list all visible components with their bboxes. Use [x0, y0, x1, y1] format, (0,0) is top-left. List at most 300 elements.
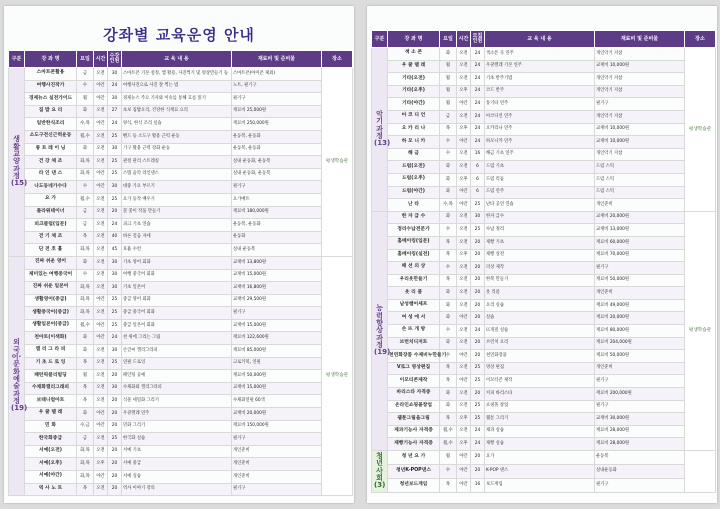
day: 수 — [440, 325, 457, 338]
capacity: 24 — [471, 85, 485, 98]
content: 우쿨렐레 기본 연주 — [485, 60, 595, 73]
capacity: 30 — [471, 211, 485, 224]
materials: 재료비 50,000원 — [595, 350, 685, 363]
time: 야간 — [457, 98, 471, 111]
content: 역사 이야기 강의 — [122, 483, 232, 496]
category-cell: 외국어·문화예술과정 (19) — [9, 256, 25, 495]
course-name: 드럼(야간) — [388, 186, 440, 199]
time: 야간 — [94, 118, 108, 131]
day: 화 — [440, 287, 457, 300]
table-row — [372, 60, 716, 73]
table-row — [9, 357, 353, 370]
course-name: 한국화중급 — [25, 433, 77, 446]
day: 월,수 — [77, 193, 94, 206]
day: 수,목 — [77, 118, 94, 131]
column-header: 수강인원 — [108, 51, 122, 68]
time: 오전 — [457, 337, 471, 350]
content: 서예 실습 — [122, 471, 232, 484]
materials: 재료비 49,000원 — [595, 299, 685, 312]
capacity: 20 — [108, 471, 122, 484]
capacity: 24 — [471, 110, 485, 123]
day: 목 — [77, 357, 94, 370]
course-name: 온라인쇼핑몰창업 — [388, 400, 440, 413]
time: 야간 — [94, 294, 108, 307]
table-row — [9, 420, 353, 433]
column-header: 요일 — [77, 51, 94, 68]
content: 통기타 연주 — [485, 98, 595, 111]
capacity: 20 — [108, 458, 122, 471]
content: 민화 그리기 — [122, 420, 232, 433]
day: 목 — [77, 395, 94, 408]
time: 오전 — [457, 388, 471, 401]
content: 커피 바리스타 — [485, 388, 595, 401]
table-row — [372, 400, 716, 413]
content: 중급 영어 회화 — [122, 294, 232, 307]
table-row — [372, 478, 716, 492]
day: 화 — [77, 256, 94, 269]
content: 호흡 수련 — [122, 244, 232, 257]
capacity: 20 — [471, 274, 485, 287]
capacity: 20 — [471, 287, 485, 300]
course-name: 기타(오전) — [388, 73, 440, 86]
materials: 실내 운동화, 운동복 — [232, 168, 322, 181]
course-name: 오 카 리 나 — [388, 123, 440, 136]
content: 이모티콘 제작 — [485, 375, 595, 388]
table-row — [9, 93, 353, 106]
day: 금 — [77, 219, 94, 232]
course-name: 옷 리 폼 — [388, 287, 440, 300]
capacity: 20 — [471, 249, 485, 262]
day: 금 — [77, 68, 94, 81]
capacity: 24 — [471, 438, 485, 451]
category-cell: 악기과정 (13) — [372, 48, 388, 212]
place-cell: 평생학습관 — [685, 48, 716, 212]
table-row — [372, 161, 716, 174]
table-row — [372, 262, 716, 275]
materials: 교재비 30,000원 — [595, 413, 685, 426]
materials: 재료비 50,000원 — [595, 274, 685, 287]
column-header: 구분 — [9, 51, 25, 68]
table-row — [372, 274, 716, 287]
left-page — [4, 6, 354, 503]
content: 해금 기초 연주 — [485, 148, 595, 161]
capacity: 45 — [108, 244, 122, 257]
course-name: 진짜 쉬운 영어 — [25, 256, 77, 269]
day: 수 — [440, 262, 457, 275]
table-row — [372, 123, 716, 136]
day: 화 — [77, 105, 94, 118]
table-row — [372, 287, 716, 300]
table-row — [9, 395, 353, 408]
day: 화 — [77, 408, 94, 421]
course-name: 청년K-POP댄스 — [388, 464, 440, 478]
materials: 재료비 122,600원 — [232, 332, 322, 345]
materials: 재료비 60,000원 — [595, 236, 685, 249]
course-name: 기타(야간) — [388, 98, 440, 111]
course-name: 집 밥 요 리 — [25, 105, 77, 118]
table-row — [9, 80, 353, 93]
table-row — [9, 282, 353, 295]
time: 오전 — [457, 362, 471, 375]
content: 관절 관리 스트레칭 — [122, 156, 232, 169]
page-title: 강좌별 교육운영 안내 — [103, 26, 255, 44]
table-row — [372, 438, 716, 451]
course-name: 정리수납전문가 — [388, 224, 440, 237]
time: 야간 — [94, 181, 108, 194]
time: 야간 — [94, 80, 108, 93]
materials: 개인악기 지참 — [595, 73, 685, 86]
table-row — [372, 350, 716, 363]
capacity: 6 — [471, 161, 485, 174]
capacity: 30 — [108, 68, 122, 81]
materials: 크로키북, 연필 — [232, 357, 322, 370]
capacity: 25 — [471, 224, 485, 237]
content: 대중 가요 부르기 — [122, 181, 232, 194]
day: 화 — [440, 337, 457, 350]
content: 천 위에 그리는 그림 — [122, 332, 232, 345]
table-row — [372, 337, 716, 350]
day: 화,목 — [77, 168, 94, 181]
day: 목 — [440, 413, 457, 426]
time: 오전 — [457, 274, 471, 287]
materials: 교재비 20,000원 — [232, 408, 322, 421]
capacity: 25 — [108, 294, 122, 307]
day: 목 — [77, 483, 94, 496]
day: 화 — [440, 400, 457, 413]
day: 월 — [77, 370, 94, 383]
time: 야간 — [94, 408, 108, 421]
materials: 개인악기 지참 — [595, 85, 685, 98]
course-name: 소도구전신근력운동 — [25, 130, 77, 143]
materials: 스마트폰(아이폰 제외) — [232, 68, 322, 81]
materials: 교재비 15,000원 — [232, 269, 322, 282]
time: 오후 — [457, 438, 471, 451]
day: 수,금 — [77, 420, 94, 433]
course-name: 우 쿨 렐 레 — [25, 408, 77, 421]
content: 요리 실습 — [485, 299, 595, 312]
day: 목 — [440, 375, 457, 388]
materials: 실내 운동화, 운동복 — [232, 156, 322, 169]
day: 화,목 — [77, 294, 94, 307]
capacity: 24 — [471, 425, 485, 438]
capacity: 20 — [471, 236, 485, 249]
materials: 개인악기 지참 — [595, 48, 685, 61]
materials: 교재비 10,000원 — [595, 136, 685, 149]
course-name: 건 강 체 조 — [25, 156, 77, 169]
time: 오전 — [457, 211, 471, 224]
time: 오전 — [94, 244, 108, 257]
capacity: 25 — [108, 168, 122, 181]
capacity: 24 — [471, 136, 485, 149]
content: 뜨개질 실습 — [485, 325, 595, 338]
day: 화,목 — [77, 458, 94, 471]
table-row — [372, 199, 716, 212]
category-cell: 생활교양과정 (15) — [9, 68, 25, 257]
capacity: 24 — [471, 325, 485, 338]
materials: 드럼 스틱 — [595, 173, 685, 186]
day: 화,목 — [77, 307, 94, 320]
course-name: 제과기능사 자격증 — [388, 425, 440, 438]
course-name: 플라워테이너 — [25, 206, 77, 219]
table-row — [372, 413, 716, 426]
capacity: 24 — [471, 48, 485, 61]
course-name: 난 타 — [388, 199, 440, 212]
capacity: 25 — [471, 400, 485, 413]
day: 화 — [77, 345, 94, 358]
time: 오전 — [94, 483, 108, 496]
table-row — [9, 256, 353, 269]
column-header: 장소 — [685, 31, 716, 48]
time: 오전 — [457, 224, 471, 237]
time: 야간 — [457, 375, 471, 388]
time: 오전 — [94, 395, 108, 408]
materials: 재료비 50,000원 — [232, 370, 322, 383]
table-row — [9, 118, 353, 131]
time: 야간 — [457, 451, 471, 465]
content: 난타 공연 연습 — [485, 199, 595, 212]
course-name: 제빵기능사 자격증 — [388, 438, 440, 451]
content: 꽃 꽃이 작품 만들기 — [122, 206, 232, 219]
capacity: 24 — [471, 123, 485, 136]
content: 요가 — [485, 451, 595, 465]
course-name: 브런치디저트 — [388, 337, 440, 350]
content: 제빵 실전 — [485, 249, 595, 262]
content: 손글씨 캘리그라피 — [122, 345, 232, 358]
materials: 재료비 180,000원 — [232, 206, 322, 219]
time: 야간 — [457, 350, 471, 363]
table-row — [9, 408, 353, 421]
day: 화,목 — [77, 244, 94, 257]
materials: 필기구 — [595, 478, 685, 492]
content: 쇼핑몰 창업 — [485, 400, 595, 413]
course-name: 홈베이킹(실전) — [388, 249, 440, 262]
capacity: 25 — [471, 375, 485, 388]
course-name: 서예(야간) — [25, 471, 77, 484]
table-row — [9, 231, 353, 244]
day: 수 — [77, 181, 94, 194]
time: 야간 — [94, 93, 108, 106]
day: 금 — [440, 110, 457, 123]
time: 오전 — [457, 262, 471, 275]
content: 색소폰 곡 연주 — [485, 48, 595, 61]
materials: 재료비 204,000원 — [595, 337, 685, 350]
table-row — [9, 471, 353, 484]
table-row — [372, 375, 716, 388]
materials: 개인악기 지참 — [595, 110, 685, 123]
course-name: 기타(오후) — [388, 85, 440, 98]
time: 오전 — [457, 161, 471, 174]
capacity: 25 — [108, 357, 122, 370]
table-row — [372, 299, 716, 312]
time: 야간 — [457, 464, 471, 478]
course-name: 제미있는 여행중국어 — [25, 269, 77, 282]
content: 요가 동작 배우기 — [122, 193, 232, 206]
capacity: 16 — [471, 148, 485, 161]
time: 오전 — [94, 231, 108, 244]
course-name: 보태니컬아트 — [25, 395, 77, 408]
content: 제과 실습 — [485, 425, 595, 438]
table-row — [9, 105, 353, 118]
course-name: 역 사 노 트 — [25, 483, 77, 496]
content: 여행 중국어 회화 — [122, 269, 232, 282]
course-name: 드럼(오전) — [388, 161, 440, 174]
table-row — [372, 325, 716, 338]
course-name: 생활중국어(중급) — [25, 307, 77, 320]
content: 드럼 연주 — [485, 186, 595, 199]
column-header: 강 좌 명 — [25, 51, 77, 68]
materials: 실내 운동복 — [232, 244, 322, 257]
table-row — [9, 433, 353, 446]
materials: 교재비 10,000원 — [595, 123, 685, 136]
time: 오전 — [94, 193, 108, 206]
materials: 교재비 16,800원 — [232, 282, 322, 295]
category-cell: 능력향상과정 (19) — [372, 211, 388, 450]
time: 오전 — [94, 370, 108, 383]
capacity: 20 — [471, 337, 485, 350]
capacity: 20 — [471, 464, 485, 478]
column-header: 재료비 및 준비물 — [595, 31, 685, 48]
capacity: 16 — [471, 478, 485, 492]
day: 수 — [440, 136, 457, 149]
capacity: 30 — [108, 93, 122, 106]
capacity: 24 — [108, 219, 122, 232]
course-name: 일반한식조리 — [25, 118, 77, 131]
course-name: 경제뉴스 실전가이드 — [25, 93, 77, 106]
time: 오후 — [457, 413, 471, 426]
course-name: 수채화캘리그래피 — [25, 382, 77, 395]
day: 수 — [440, 148, 457, 161]
materials: 필기구 — [232, 307, 322, 320]
course-name: 해 금 — [388, 148, 440, 161]
table-row — [372, 186, 716, 199]
materials: 교재비 13,000원 — [595, 224, 685, 237]
day: 목 — [440, 249, 457, 262]
place-cell — [685, 451, 716, 493]
table-row — [9, 244, 353, 257]
materials: 수채화연필 60색 — [232, 395, 322, 408]
column-header: 요일 — [440, 31, 457, 48]
day: 화,목 — [77, 156, 94, 169]
time: 오전 — [94, 282, 108, 295]
course-name: 청년보드게임 — [388, 478, 440, 492]
course-name: 스마트폰활용 — [25, 68, 77, 81]
category-cell: 청년 사회 (3) — [372, 451, 388, 493]
column-header: 교 육 내 용 — [122, 51, 232, 68]
time: 오전 — [94, 307, 108, 320]
table-row — [9, 294, 353, 307]
column-header: 장소 — [322, 51, 353, 68]
table-row — [372, 464, 716, 478]
table-row — [372, 85, 716, 98]
day: 월,수 — [440, 438, 457, 451]
content: 제빵 실습 — [485, 438, 595, 451]
time: 야간 — [457, 312, 471, 325]
day: 금 — [77, 433, 94, 446]
day: 목 — [77, 231, 94, 244]
content: 드럼 리듬 — [485, 173, 595, 186]
course-name: 생활일본어(중급) — [25, 319, 77, 332]
table-row — [372, 211, 716, 224]
content: 브런치 요리 — [485, 337, 595, 350]
table-row — [372, 48, 716, 61]
content: 한국화 실습 — [122, 433, 232, 446]
table-row — [9, 307, 353, 320]
table-row — [372, 249, 716, 262]
capacity: 25 — [108, 319, 122, 332]
capacity: 30 — [108, 282, 122, 295]
capacity: 20 — [108, 370, 122, 383]
table-row — [9, 319, 353, 332]
day: 목 — [77, 382, 94, 395]
content: 식물 세밀화 그리기 — [122, 395, 232, 408]
time: 오전 — [94, 143, 108, 156]
time: 오전 — [94, 256, 108, 269]
course-name: 민 화 — [25, 420, 77, 433]
time: 야간 — [94, 332, 108, 345]
time: 오전 — [94, 206, 108, 219]
table-row — [372, 136, 716, 149]
capacity: 20 — [471, 388, 485, 401]
capacity: 30 — [108, 181, 122, 194]
day: 화 — [440, 48, 457, 61]
time: 오전 — [94, 269, 108, 282]
materials: 실내운동화 — [595, 464, 685, 478]
table-row — [372, 362, 716, 375]
time: 오전 — [457, 299, 471, 312]
materials: 필기구 — [232, 181, 322, 194]
day: 수,목 — [440, 199, 457, 212]
day: 수 — [77, 80, 94, 93]
materials: 드럼 스틱 — [595, 186, 685, 199]
day: 화 — [440, 312, 457, 325]
content: 수납 정리 — [485, 224, 595, 237]
place-cell: 평생학습관 — [685, 211, 716, 450]
table-row — [372, 312, 716, 325]
course-name: 캘 리 그 라 피 — [25, 345, 77, 358]
capacity: 20 — [471, 299, 485, 312]
materials: 개인준비 — [232, 458, 322, 471]
course-name: V로그 영상편집 — [388, 362, 440, 375]
program-table-left — [8, 50, 353, 496]
capacity: 25 — [471, 362, 485, 375]
course-name: 우리옷만들기 — [388, 274, 440, 287]
capacity: 20 — [108, 420, 122, 433]
course-name: 웹툰그림을그림 — [388, 413, 440, 426]
capacity: 30 — [108, 382, 122, 395]
time: 오전 — [457, 400, 471, 413]
materials: 개인준비 — [232, 471, 322, 484]
content: 한자 급수 — [485, 211, 595, 224]
capacity: 30 — [108, 345, 122, 358]
table-row — [9, 168, 353, 181]
day: 월 — [440, 60, 457, 73]
time: 오전 — [457, 60, 471, 73]
content: 기초 일본어 — [122, 282, 232, 295]
table-row — [9, 193, 353, 206]
time: 오전 — [457, 425, 471, 438]
table-row — [9, 130, 353, 143]
content: 중급 중국어 회화 — [122, 307, 232, 320]
table-row — [372, 388, 716, 401]
content: 페인팅 공예 — [122, 370, 232, 383]
content: 연필 드로잉 — [122, 357, 232, 370]
day: 화 — [440, 161, 457, 174]
day: 월 — [440, 98, 457, 111]
time: 야간 — [94, 319, 108, 332]
time: 오후 — [457, 173, 471, 186]
time: 오후 — [457, 249, 471, 262]
course-name: 패턴픽클리빌딩 — [25, 370, 77, 383]
